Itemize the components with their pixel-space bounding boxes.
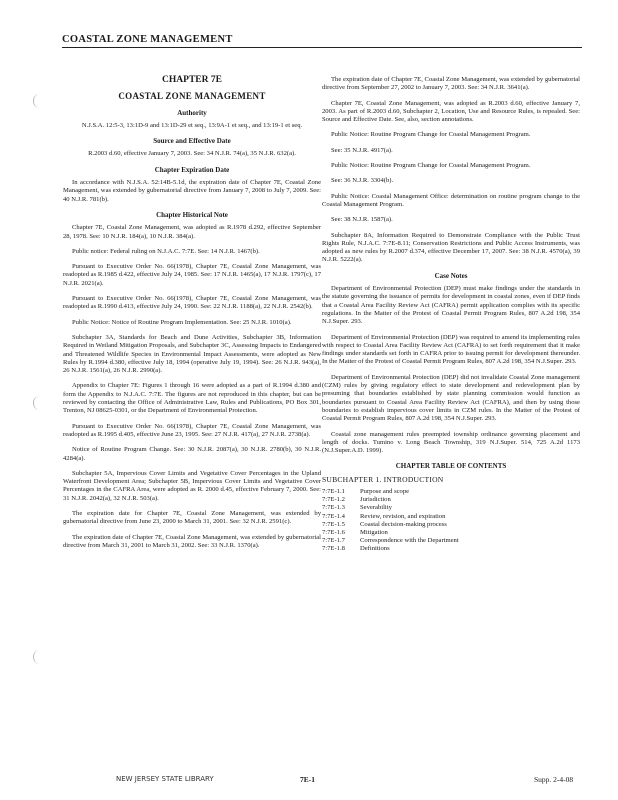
case-note: Coastal zone management rules preempted township ordinance governing placement and length of docks. Tumino v. Long Beach Township, 319 N.J.Super. 514, 725 A.2d 1173 (N.J.Super.A.D. 1999).: [322, 430, 580, 455]
history-paragraph: Appendix to Chapter 7E: Figures 1 through 16 were adopted as a part of R.1994 d.380 and form the Appendix to N.J.A.C. 7:7E. The figures are not reproduced in this chapter, but can be reviewed by contacting the Office of Administrative Law, Rules and Publications, PO Box 301, Trenton, NJ 08625-0301, or the Department of Environmental Protection.: [63, 382, 321, 415]
history-paragraph: See: 36 N.J.R. 3304(b).: [331, 177, 394, 185]
toc-row: [322, 488, 580, 496]
right-column: [322, 76, 580, 554]
chapter-title: COASTAL ZONE MANAGEMENT: [118, 91, 266, 102]
history-paragraph: Chapter 7E, Coastal Zone Management, was adopted as R.1978 d.292, effective September 28, 1978. See: 10 N.J.R. 184(a), 10 N.J.R. 384(a).: [63, 224, 321, 240]
toc-section-title: Correspondence with the Department: [360, 537, 459, 545]
source-text: R.2003 d.60, effective January 7, 2003. See: 34 N.J.R. 74(a), 35 N.J.R. 632(a).: [88, 150, 296, 158]
toc-row: [322, 513, 580, 521]
toc-section-number: 7:7E-1.8: [322, 545, 345, 553]
toc-section-number: 7:7E-1.2: [322, 496, 345, 504]
toc-section-title: Severability: [360, 504, 392, 512]
history-paragraph: Notice of Routine Program Change. See: 30 N.J.R. 2087(a), 30 N.J.R. 2780(b), 30 N.J.R. 4284(a).: [63, 446, 321, 462]
toc-heading: CHAPTER TABLE OF CONTENTS: [395, 462, 507, 471]
history-heading: Chapter Historical Note: [156, 210, 228, 219]
history-paragraph: Public Notice: Coastal Management Office: determination on routine program change to the Coastal Management Program.: [322, 192, 580, 208]
source-heading: Source and Effective Date: [153, 137, 231, 146]
margin-binding-mark: [33, 94, 46, 108]
toc-section-number: 7:7E-1.3: [322, 504, 345, 512]
toc-row: [322, 521, 580, 529]
history-paragraph: See: 38 N.J.R. 1587(a).: [331, 216, 393, 224]
library-stamp: NEW JERSEY STATE LIBRARY: [116, 775, 214, 783]
history-paragraph: Subchapter 5A, Impervious Cover Limits and Vegetative Cover Percentages in the Upland Waterfront Development Area; Subchapter 5B, Impervious Cover Limits and Vegetative Cover Percentages in the CAFRA Area, were adopted as R. 2000 d.45, effective February 7, 2000. See: 31 N.J.R. 2042(a), 32 N.J.R. 503(a).: [63, 469, 321, 502]
authority-text: N.J.S.A. 12:5-3, 13:1D-9 and 13:1D-29 et seq., 13:9A-1 et seq., and 13:19-1 et seq.: [81, 121, 303, 129]
history-paragraph: Subchapter 3A, Standards for Beach and Dune Activities, Subchapter 3B, Information Required in Wetland Mitigation Proposals, and Subchapter 3C, Assessing Impacts to Endangered and Threatened Wildlife Species in Environmental Impact Assessments, were adopted as New Rules by R.1994 d.380, effective July 18, 1994 (operative July 19, 1994). See: 26 N.J.R. 943(a), 26 N.J.R. 1561(a), 26 N.J.R. 2990(a).: [63, 333, 321, 375]
toc-section-title: Definitions: [360, 545, 390, 553]
toc-section-title: Coastal decision-making process: [360, 520, 447, 528]
expiration-heading: Chapter Expiration Date: [154, 165, 230, 174]
toc-section-number: 7:7E-1.6: [322, 529, 345, 536]
toc-row: [322, 545, 580, 553]
margin-binding-mark: [33, 396, 46, 410]
history-paragraph: See: 35 N.J.R. 4917(a).: [331, 146, 393, 154]
table-of-contents: [322, 488, 580, 554]
history-paragraph: Public Notice: Routine Program Change for Coastal Management Program.: [331, 131, 531, 139]
supplement-date: Supp. 2-4-08: [534, 775, 574, 784]
history-paragraph: Public Notice: Routine Program Change for Coastal Management Program.: [331, 162, 531, 170]
toc-section-number: 7:7E-1.1: [322, 487, 345, 495]
case-note: Department of Environmental Protection (DEP) did not invalidate Coastal Zone management (CZM) rules by giving regulatory effect to state development and redevelopment plan by presuming that boundaries established by state planning commission would function as boundaries pursuant to Coastal Area Facility Review Act (CAFRA), and then by using those boundaries to establish impervious cover limits in CZM rules. In the Matter of the Protest of Coastal Permit Program Rules, 807 A.2d 198, 354 N.J.Super. 293.: [322, 373, 580, 423]
history-paragraph: The expiration date of Chapter 7E, Coastal Zone Management, was extended by gubernatorial directive from March 31, 2001 to March 31, 2002. See: 33 N.J.R. 1370(a).: [63, 533, 321, 549]
toc-section-title: Review, revision, and expiration: [360, 512, 446, 520]
page-number: 7E-1: [300, 775, 315, 784]
toc-section-number: 7:7E-1.5: [322, 520, 345, 528]
history-paragraph: Chapter 7E, Coastal Zone Management, was adopted as R.2003 d.60, effective January 7, 2003. As part of R.2003 d.60, Subchapter 2, Location, Use and Resource Rules, is repealed. See: Source and Effective Date. See, also, section annotations.: [322, 99, 580, 124]
left-column: [63, 76, 321, 557]
toc-section-title: Purpose and scope: [360, 487, 410, 495]
case-note: Department of Environmental Protection (DEP) must make findings under the standards in the statute governing the issuance of permits for development in coastal zones, even if DEP finds that a Coastal Area Facility Review Act (CAFRA) permit application complies with its specific regulations. In the Matter of the Protest of Coastal Permit Program Rules, 807 A.2d 198, 354 N.J.Super. 293.: [322, 285, 580, 326]
history-paragraph: The expiration date for Chapter 7E, Coastal Zone Management, was extended by gubernatorial directive from June 23, 2000 to March 31, 2001. See: 32 N.J.R. 2591(c).: [63, 509, 321, 526]
toc-section-title: Jurisdiction: [360, 496, 391, 504]
case-notes-heading: Case Notes: [434, 271, 468, 280]
toc-section-title: Mitigation: [360, 529, 388, 536]
history-paragraph: Subchapter 8A, Information Required to Demonstrate Compliance with the Public Trust Rights Rule, N.J.A.C. 7:7E-8.11; Conservation Restrictions and Public Access Instruments, was adopted as new rules by R.2007 d.374, effective December 17, 2007. See: 38 N.J.R. 4570(a), 39 N.J.R. 5222(a).: [322, 231, 580, 264]
toc-section-number: 7:7E-1.7: [322, 537, 345, 545]
toc-row: [322, 529, 580, 537]
history-paragraph: The expiration date of Chapter 7E, Coastal Zone Management, was extended by gubernatorial directive from September 27, 2002 to January 7, 2003. See: 34 N.J.R. 3641(a).: [322, 76, 580, 92]
toc-row: [322, 504, 580, 512]
subchapter-heading: SUBCHAPTER 1. INTRODUCTION: [322, 474, 444, 484]
expiration-text: In accordance with N.J.S.A. 52:14B-5.1d, the expiration date of Chapter 7E, Coastal Zone Management, was extended by gubernatorial directive from January 7, 2008 to July 7, 2009. See: 40 N.J.R. 781(b).: [63, 179, 321, 203]
case-note: Department of Environmental Protection (DEP) was required to amend its implementing rules with respect to Coastal Area Facility Review Act (CAFRA) to set forth requirement that it make findings under standards set forth in CAFRA prior to issuing permit for development thereunder. In the Matter of the Protest of Coastal Permit Program Rules, 807 A.2d 198, 354 N.J.Super. 293.: [322, 333, 580, 366]
toc-row: [322, 537, 580, 545]
history-paragraph: Pursuant to Executive Order No. 66(1978), Chapter 7E, Coastal Zone Management, was readopted as R.1985 d.422, effective July 24, 1985. See: 17 N.J.R. 1465(a), 17 N.J.R. 1797(c), 17 N.J.R. 2021(a).: [63, 263, 321, 287]
chapter-number: CHAPTER 7E: [162, 75, 222, 85]
history-paragraph: Public Notice: Notice of Routine Program Implementation. See: 25 N.J.R. 1010(a).: [72, 318, 292, 326]
running-head: COASTAL ZONE MANAGEMENT: [62, 34, 582, 48]
toc-row: [322, 496, 580, 504]
history-paragraph: Pursuant to Executive Order No. 66(1978), Chapter 7E, Coastal Zone Management, was readopted as R.1990 d.413, effective July 24, 1990. See: 22 N.J.R. 1188(a), 22 N.J.R. 2542(b).: [63, 295, 321, 311]
history-paragraph: Pursuant to Executive Order No. 66(1978), Chapter 7E, Coastal Zone Management, was readopted as R.1995 d.405, effective June 23, 1995. See: 27 N.J.R. 417(a), 27 N.J.R. 2738(a).: [63, 422, 321, 438]
history-paragraph: Public notice: Federal ruling on N.J.A.C. 7:7E. See: 14 N.J.R. 1467(b).: [72, 247, 260, 255]
authority-heading: Authority: [177, 108, 207, 117]
margin-binding-mark: [33, 650, 46, 664]
toc-section-number: 7:7E-1.4: [322, 512, 345, 520]
